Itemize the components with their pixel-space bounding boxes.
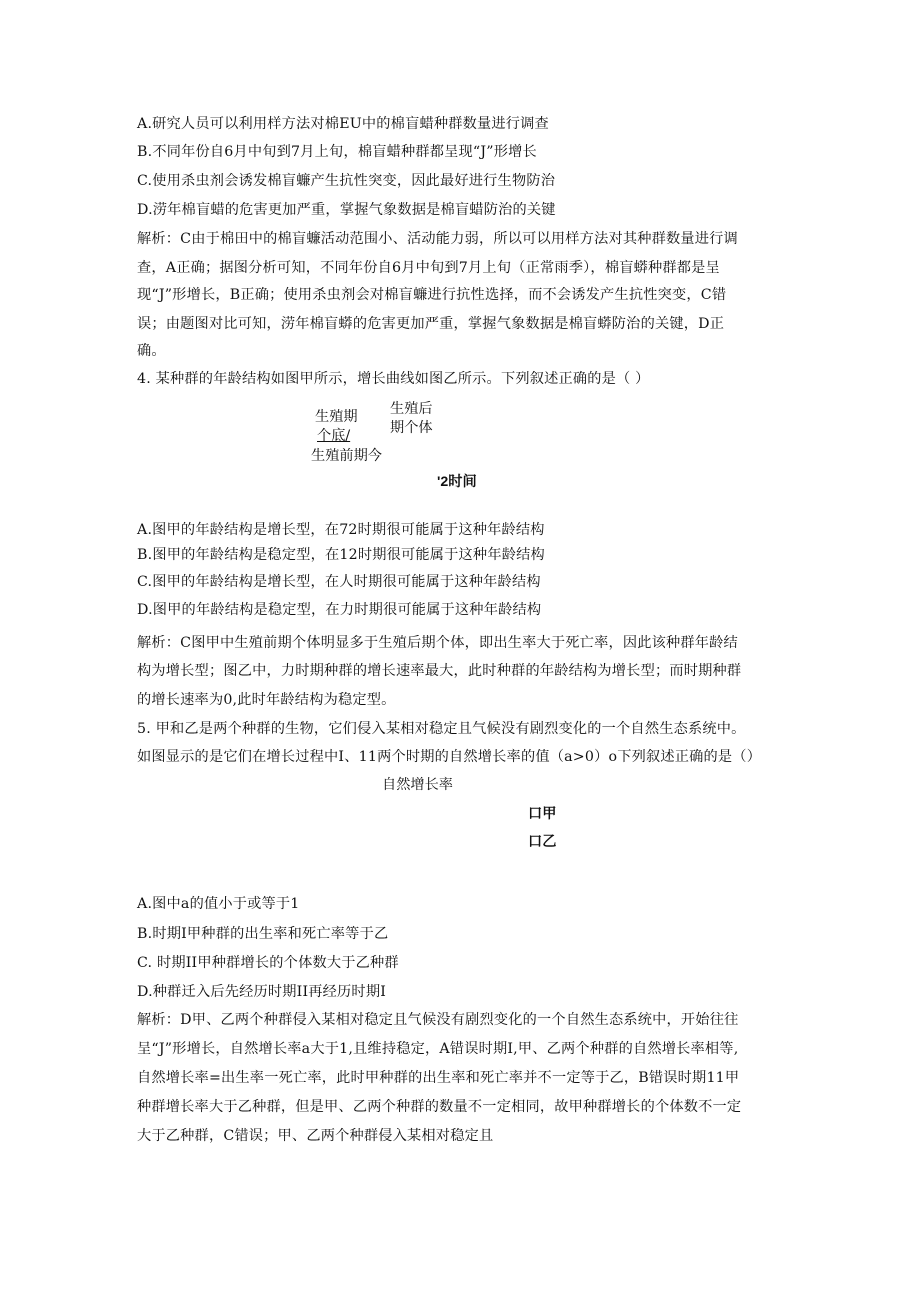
q3-analysis-line: 解析：C由于棉田中的棉盲蠊活动范围小、活动能力弱，所以可以用样方法对其种群数量进行调 [137,231,738,247]
q5-analysis-line: 大于乙种群，C错误；甲、乙两个种群侵入某相对稳定且 [137,1128,494,1144]
q3-option-b: B.不同年份自6月中旬到7月上旬，棉盲蜡种群都呈现“J”形增长 [137,144,537,160]
q5-stem: 5. 甲和乙是两个种群的生物，它们侵入某相对稳定且气候没有剧烈变化的一个自然生态系统中。 [137,721,746,737]
q5-stem: 如图显示的是它们在增长过程中I、11两个时期的自然增长率的值（a>0）o下列叙述正确的是（） [137,749,762,765]
q3-option-c: C.使用杀虫剂会诱发棉盲蠊产生抗性突变，因此最好进行生物防治 [137,173,556,189]
q3-analysis-line: 现“J”形增长，B正确；使用杀虫剂会对棉盲蠊进行抗性选择，而不会诱发产生抗性突变，C错 [137,287,727,303]
q5-option-d: D.种群迁入后先经历时期II再经历时期I [137,984,387,1000]
q4-figure-label: 个底/ [317,428,351,444]
q4-option-d: D.图甲的年龄结构是稳定型，在力时期很可能属于这种年龄结构 [137,602,542,618]
q5-figure-legend-item: 口甲 [528,806,557,822]
q4-analysis-line: 的增长速率为0,此时年龄结构为稳定型。 [137,692,396,708]
q4-figure-label: 生殖期 [315,409,358,425]
q5-option-a: A.图中a的值小于或等于1 [137,896,300,912]
q4-stem: 4. 某种群的年龄结构如图甲所示，增长曲线如图乙所示。下列叙述正确的是（ ） [137,371,650,387]
q5-figure-legend-item: 口乙 [528,834,557,850]
q5-analysis-line: 自然增长率=出生率一死亡率，此时甲种群的出生率和死亡率并不一定等于乙，B错误时期11甲 [137,1070,740,1086]
q4-option-a: A.图甲的年龄结构是增长型，在72时期很可能属于这种年龄结构 [137,522,545,538]
q5-analysis-line: 解析：D甲、乙两个种群侵入某相对稳定且气候没有剧烈变化的一个自然生态系统中，开始往往 [137,1012,739,1028]
q4-analysis-line: 构为增长型；图乙中，力时期种群的增长速率最大，此时种群的年龄结构为增长型；而时期种群 [137,663,742,679]
q4-figure-label: 生殖后 [390,401,433,417]
q3-option-a: A.研究人员可以利用样方法对棉EU中的棉盲蜡种群数量进行调查 [137,116,549,132]
q4-figure-axis-label: '2时间 [437,474,477,490]
q5-option-c: C. 时期II甲种群增长的个体数大于乙种群 [137,955,399,971]
q4-analysis-line: 解析：C图甲中生殖前期个体明显多于生殖后期个体，即出生率大于死亡率，因此该种群年龄结 [137,635,738,651]
q4-figure-label: 期个体 [390,420,433,436]
q3-analysis-line: 误；由题图对比可知，涝年棉盲蟒的危害更加严重，掌握气象数据是棉盲蟒防治的关键，D正 [137,316,725,332]
q5-analysis-line: 种群增长率大于乙种群，但是甲、乙两个种群的数量不一定相同，故甲种群增长的个体数不一定 [137,1099,742,1115]
q5-figure-ylabel: 自然增长率 [382,777,453,793]
q3-analysis-line: 查，A正确；据图分析可知，不同年份自6月中旬到7月上旬（正常雨季），棉盲蟒种群都是呈 [137,260,720,276]
q4-option-b: B.图甲的年龄结构是稳定型，在12时期很可能属于这种年龄结构 [137,547,545,563]
q5-option-b: B.时期I甲种群的出生率和死亡率等于乙 [137,926,389,942]
q5-analysis-line: 呈“J”形增长，自然增长率a大于1,且维持稳定，A错误时期I,甲、乙两个种群的自然增长率相等, [137,1041,739,1057]
q3-option-d: D.涝年棉盲蜡的危害更加严重，掌握气象数据是棉盲蜡防治的关键 [137,202,556,218]
q4-option-c: C.图甲的年龄结构是增长型，在人时期很可能属于这种年龄结构 [137,574,541,590]
q4-figure-label: 生殖前期今 [311,448,382,464]
q3-analysis-line: 确。 [137,343,166,359]
